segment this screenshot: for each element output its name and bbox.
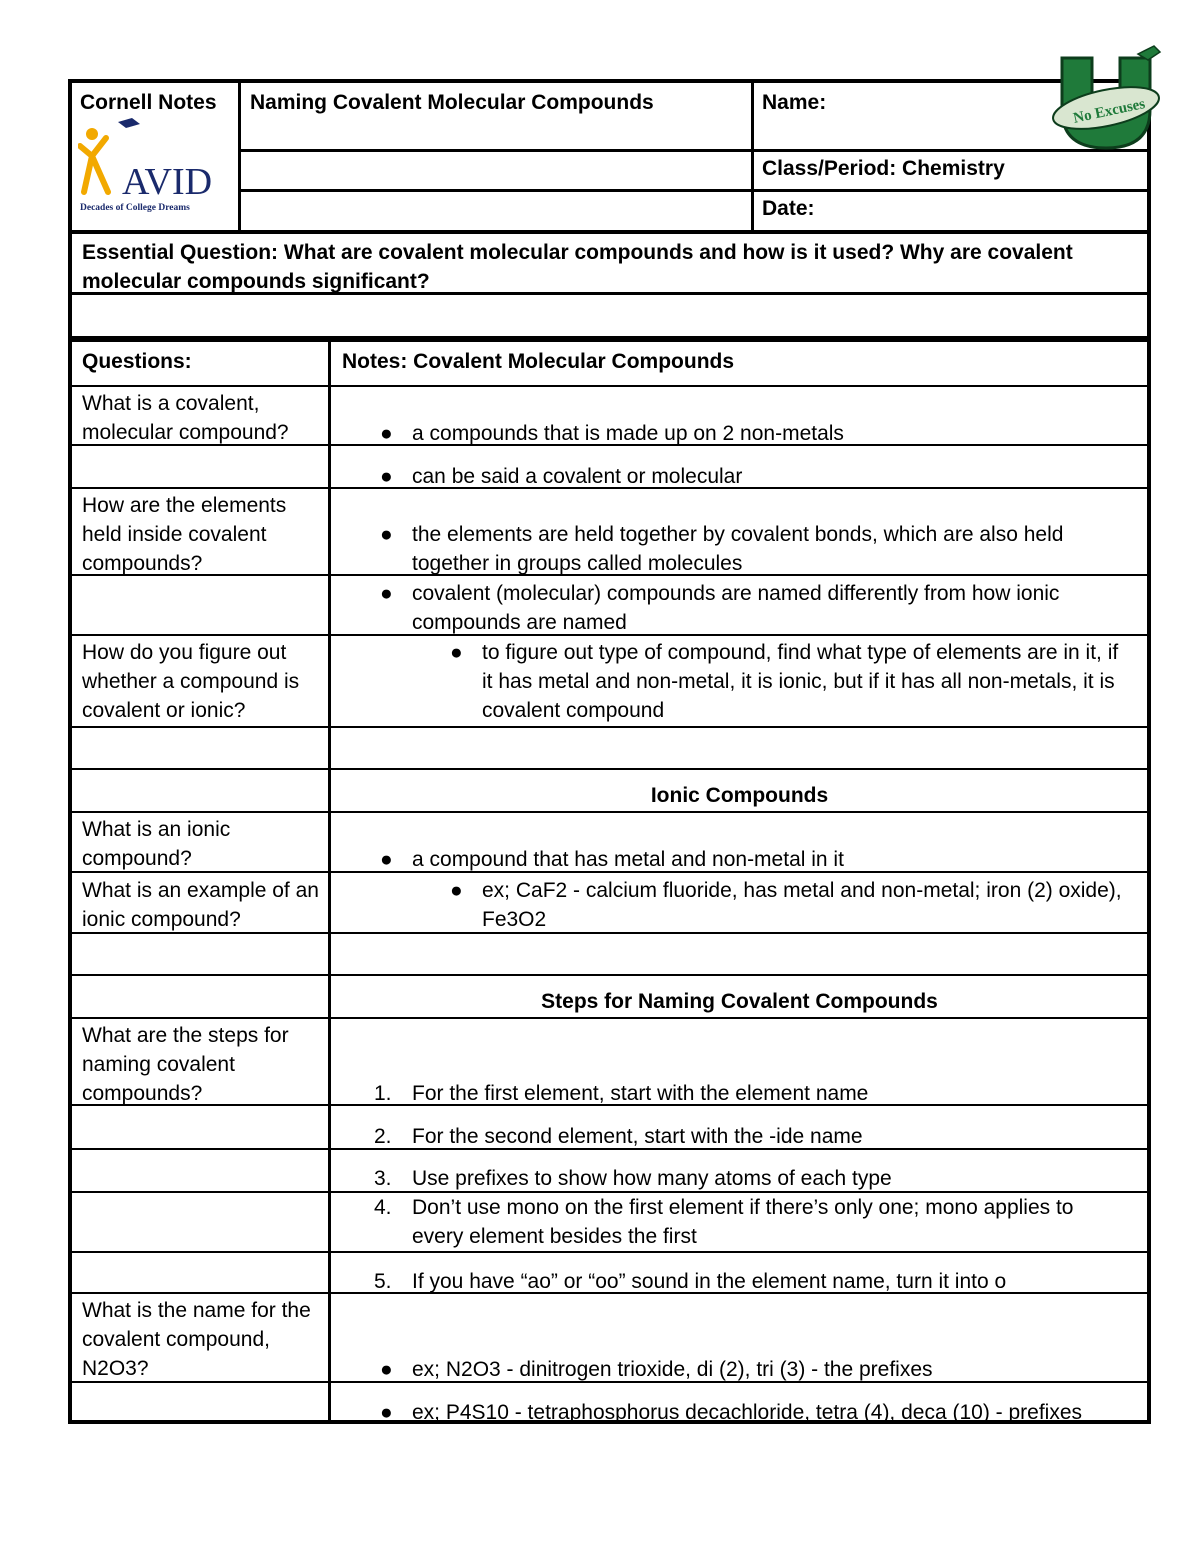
step-number: 1. bbox=[374, 1082, 392, 1105]
topic-title: Naming Covalent Molecular Compounds bbox=[250, 91, 654, 114]
table-row bbox=[72, 1253, 1147, 1294]
table-row bbox=[72, 1106, 1147, 1150]
bullet-icon: ● bbox=[380, 582, 393, 605]
date-label: Date: bbox=[762, 197, 815, 220]
step-item: 1. For the first element, start with the element name bbox=[374, 1079, 1120, 1108]
question-cell: What is an ionic compound? bbox=[82, 818, 231, 870]
table-row bbox=[72, 489, 1147, 576]
bullet-icon: ● bbox=[380, 465, 393, 488]
questions-header: Questions: bbox=[82, 350, 192, 373]
table-row bbox=[72, 873, 1147, 934]
question-cell: What is an example of an ionic compound? bbox=[82, 879, 319, 931]
note-cell: ● the elements are held together by covalent bonds, which are also held together in groups called molecules bbox=[380, 520, 1120, 578]
question-cell: How are the elements held inside covalent compounds? bbox=[82, 494, 287, 575]
bullet-icon: ● bbox=[380, 1358, 393, 1381]
school-u-seal-logo bbox=[1050, 44, 1162, 152]
note-cell: ● a compounds that is made up on 2 non-metals bbox=[380, 419, 1120, 448]
question-cell: How do you figure out whether a compound is covalent or ionic? bbox=[82, 641, 300, 722]
bullet-icon: ● bbox=[380, 848, 393, 871]
essential-question: Essential Question: What are covalent molecular compounds and how is it used? Why are covalent molecular compounds significant? bbox=[82, 241, 1073, 293]
table-row bbox=[72, 636, 1147, 728]
question-cell: What is the name for the covalent compound, N2O3? bbox=[82, 1299, 311, 1380]
step-number: 4. bbox=[374, 1196, 392, 1219]
notes-header: Notes: Covalent Molecular Compounds bbox=[342, 350, 735, 373]
essential-question-box bbox=[68, 234, 1151, 340]
empty-row bbox=[72, 934, 1147, 976]
note-cell: ● ex; P4S10 - tetraphosphorus decachloride, tetra (4), deca (10) - prefixes bbox=[380, 1398, 1120, 1427]
empty-row bbox=[72, 728, 1147, 770]
table-row bbox=[72, 576, 1147, 636]
table-row bbox=[72, 446, 1147, 489]
cornell-notes-title: Cornell Notes bbox=[80, 91, 217, 114]
grid-header-row bbox=[72, 342, 1147, 387]
question-cell: What is a covalent, molecular compound? bbox=[82, 392, 289, 444]
note-cell: ● to figure out type of compound, find what type of elements are in it, if it has metal and non-metal, it is ionic, but if it has all non-metals, it is covalent compound bbox=[450, 638, 1130, 725]
step-item: 3. Use prefixes to show how many atoms of each type bbox=[374, 1164, 1120, 1193]
table-row bbox=[72, 1193, 1147, 1253]
note-cell: ● ex; CaF2 - calcium fluoride, has metal and non-metal; iron (2) oxide), Fe3O2 bbox=[450, 876, 1130, 934]
class-period-label: Class/Period: Chemistry bbox=[762, 157, 1005, 180]
avid-logo bbox=[78, 116, 230, 216]
step-item: 2. For the second element, start with the -ide name bbox=[374, 1122, 1120, 1151]
ionic-compounds-heading: Ionic Compounds bbox=[650, 784, 829, 807]
steps-heading-row bbox=[72, 976, 1147, 1019]
table-row bbox=[72, 1383, 1147, 1424]
notes-grid bbox=[68, 338, 1151, 1424]
note-cell: ● a compound that has metal and non-metal in it bbox=[380, 845, 1120, 874]
table-row bbox=[72, 813, 1147, 873]
question-cell: What are the steps for naming covalent compounds? bbox=[82, 1024, 289, 1105]
bullet-icon: ● bbox=[380, 523, 393, 546]
bullet-icon: ● bbox=[380, 1401, 393, 1424]
note-cell: ● covalent (molecular) compounds are named differently from how ionic compounds are named bbox=[380, 579, 1120, 637]
note-cell: ● can be said a covalent or molecular bbox=[380, 462, 1120, 491]
steps-heading: Steps for Naming Covalent Compounds bbox=[541, 990, 938, 1013]
bullet-icon: ● bbox=[450, 879, 463, 902]
bullet-icon: ● bbox=[380, 422, 393, 445]
avid-tagline: Decades of College Dreams bbox=[80, 203, 190, 213]
seal-text: No Excuses bbox=[1071, 95, 1147, 127]
note-cell: ● ex; N2O3 - dinitrogen trioxide, di (2), tri (3) - the prefixes bbox=[380, 1355, 1120, 1384]
name-label: Name: bbox=[762, 91, 827, 114]
ionic-heading-row bbox=[72, 770, 1147, 813]
table-row bbox=[72, 387, 1147, 446]
table-row bbox=[72, 1150, 1147, 1193]
step-item: 5. If you have “ao” or “oo” sound in the element name, turn it into o bbox=[374, 1267, 1120, 1296]
step-number: 5. bbox=[374, 1270, 392, 1293]
bullet-icon: ● bbox=[450, 641, 463, 664]
step-number: 2. bbox=[374, 1125, 392, 1148]
table-row bbox=[72, 1294, 1147, 1383]
header-table bbox=[68, 79, 1151, 234]
avid-wordmark: AVID bbox=[122, 161, 213, 203]
step-item: 4. Don’t use mono on the first element if there’s only one; mono applies to every element besides the first bbox=[374, 1193, 1120, 1251]
step-number: 3. bbox=[374, 1167, 392, 1190]
table-row bbox=[72, 1019, 1147, 1106]
